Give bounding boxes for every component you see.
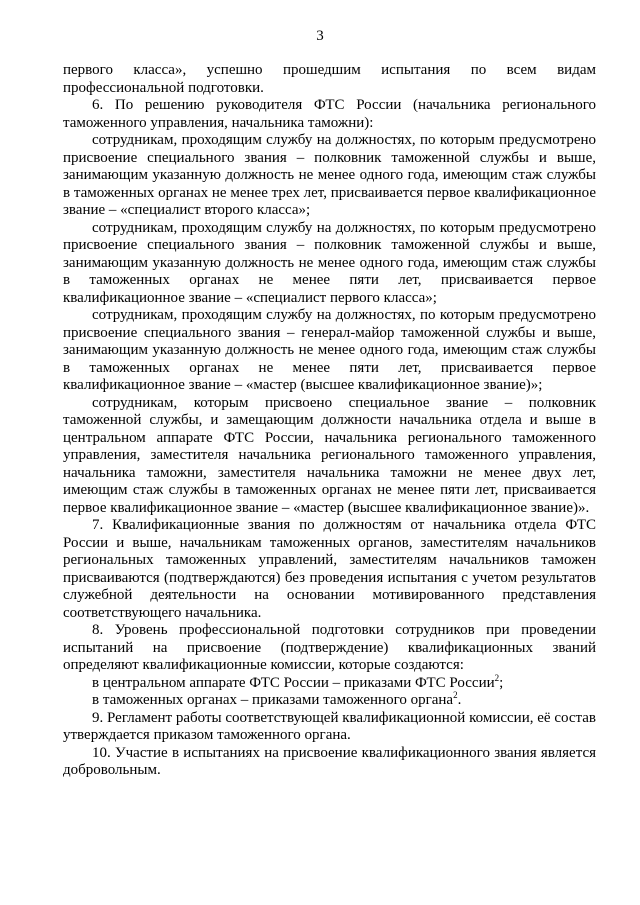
paragraph-item-9: 9. Регламент работы соответствующей квалификационной комиссии, её состав утверждается приказом таможенного органа. [63, 709, 596, 743]
paragraph-item-8: 8. Уровень профессиональной подготовки сотрудников при проведении испытаний на присвоение (подтверждение) квалификационных званий определяют квалификационные комиссии, которые создаются: [63, 622, 596, 673]
paragraph-continuation: первого класса», успешно прошедшим испытания по всем видам профессиональной подготовки. [63, 62, 596, 96]
paragraph-subitem-central-office [63, 672, 596, 693]
central-office-text: в центральном аппарате ФТС России – приказами ФТС России [92, 674, 495, 691]
footnote-mark: 2 [453, 690, 458, 700]
page-number: 3 [316, 28, 324, 44]
paragraph-item-6: 6. По решению руководителя ФТС России (начальника регионального таможенного управления, начальника таможни): [63, 97, 596, 131]
paragraph-subitem-master-colonel: сотрудникам, которым присвоено специальное звание – полковник таможенной службы, и замещающим должности начальника отдела и выше в центральном аппарате ФТС России, начальника регионального таможенного управления, заместителя начальника регионального таможенного управления, начальника таможни, заместителя начальника таможни не менее двух лет, имеющим стаж службы в таможенных органах не менее пяти лет, присваивается первое квалификационное звание – «мастер (высшее квалификационное звание)». [63, 394, 596, 516]
paragraph-subitem-customs-bodies [63, 692, 596, 710]
paragraph-subitem-master-general-major: сотрудникам, проходящим службу на должностях, по которым предусмотрено присвоение специального звания – генерал-майор таможенной службы и выше, занимающим указанную должность не менее одного года, имеющим стаж службы в таможенных органах не менее пяти лет, присваивается первое квалификационное звание – «мастер (высшее квалификационное звание)»; [63, 307, 596, 393]
document-body [63, 62, 596, 780]
paragraph-subitem-specialist-first-class: сотрудникам, проходящим службу на должностях, по которым предусмотрено присвоение специального звания – полковник таможенной службы и выше, занимающим указанную должность не менее одного года, имеющим стаж службы в таможенных органах не менее пяти лет, присваивается первое квалификационное звание – «специалист первого класса»; [63, 219, 596, 306]
paragraph-subitem-specialist-second-class: сотрудникам, проходящим службу на должностях, по которым предусмотрено присвоение специального звания – полковник таможенной службы и выше, занимающим указанную должность не менее одного года, имеющим стаж службы в таможенных органах не менее трех лет, присваивается первое квалификационное звание – «специалист второго класса»; [63, 132, 596, 218]
trailing-punctuation: ; [499, 674, 504, 691]
customs-bodies-text: в таможенных органах – приказами таможенного органа [92, 692, 454, 708]
paragraph-item-10: 10. Участие в испытаниях на присвоение квалификационного звания является добровольным. [63, 744, 596, 778]
footnote-mark: 2 [494, 672, 500, 683]
trailing-punctuation: . [457, 692, 462, 708]
paragraph-item-7: 7. Квалификационные звания по должностям от начальника отдела ФТС России и выше, начальникам таможенных органов, заместителям начальников региональных таможенных управлений, заместителям начальников таможен присваиваются (подтверждаются) без проведения испытания с учетом результатов служебной деятельности на основании мотивированного представления соответствующего начальника. [63, 517, 596, 621]
